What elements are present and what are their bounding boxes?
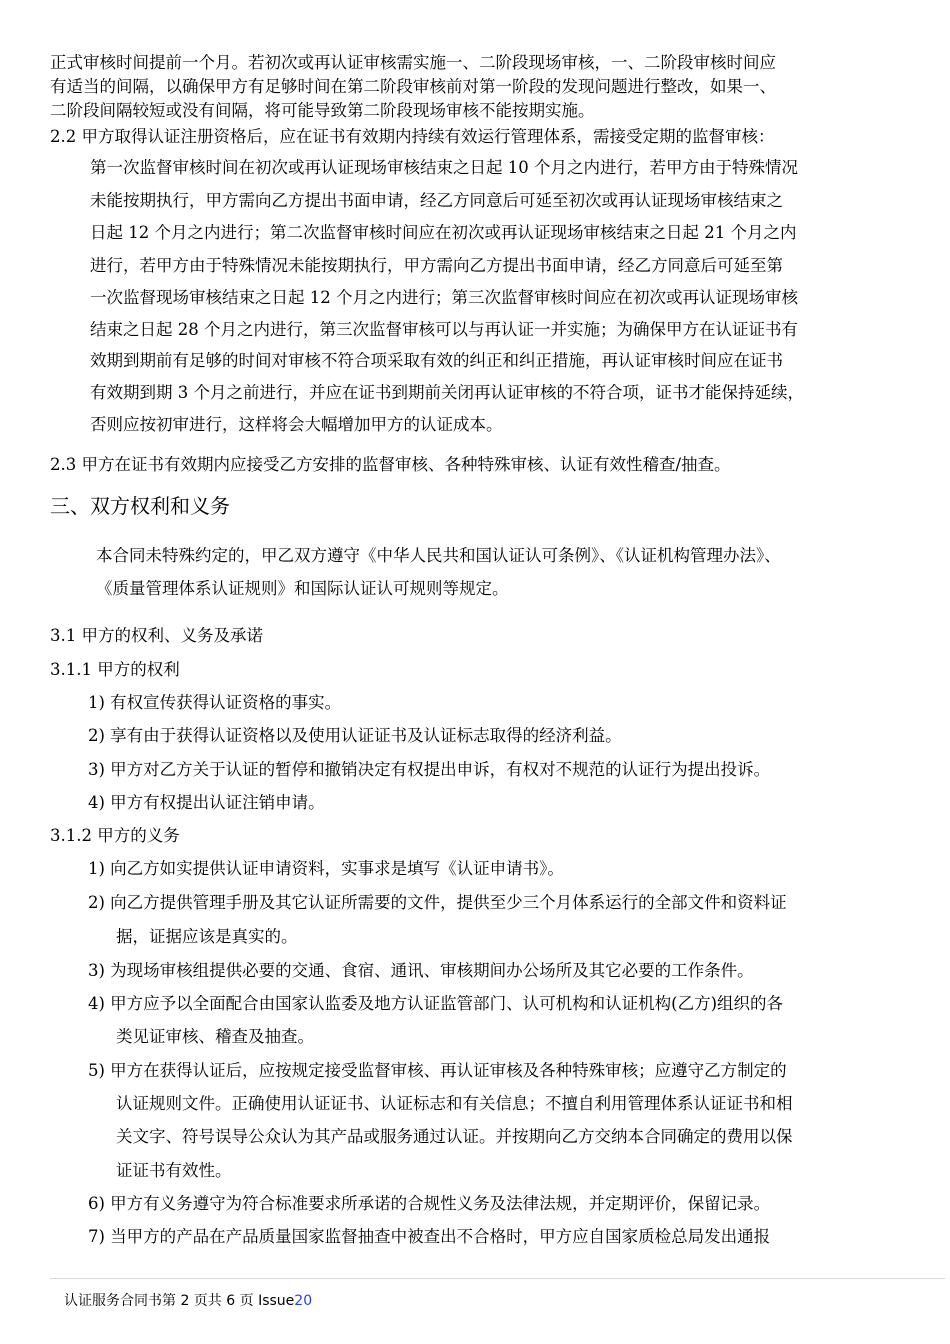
text-line: 效期到期前有足够的时间对审核不符合项采取有效的纠正和纠正措施，再认证审核时间应在证书	[90, 351, 783, 370]
list-item: 6) 甲方有义务遵守为符合标准要求所承诺的合规性义务及法律法规，并定期评价，保留记录。	[88, 1194, 771, 1213]
text-line: 证证书有效性。	[116, 1161, 232, 1180]
text-line: 二阶段间隔较短或没有间隔，将可能导致第二阶段现场审核不能按期实施。	[50, 101, 595, 120]
text-line: 有适当的间隔，以确保甲方有足够时间在第二阶段审核前对第一阶段的发现问题进行整改，如果一、	[50, 77, 776, 96]
list-item: 2) 享有由于获得认证资格以及使用认证证书及认证标志取得的经济利益。	[88, 726, 622, 745]
list-item: 3) 为现场审核组提供必要的交通、食宿、通讯、审核期间办公场所及其它必要的工作条件。	[88, 961, 754, 980]
clause-3-1-heading: 3.1 甲方的权利、义务及承诺	[50, 626, 263, 645]
footer-issue-number: 20	[294, 1293, 313, 1309]
list-item: 3) 甲方对乙方关于认证的暂停和撤销决定有权提出申诉，有权对不规范的认证行为提出投诉。	[88, 760, 771, 779]
list-item: 1) 向乙方如实提供认证申请资料，实事求是填写《认证申请书》。	[88, 859, 564, 878]
list-item: 5) 甲方在获得认证后，应按规定接受监督审核、再认证审核及各种特殊审核；应遵守乙方制定的	[88, 1061, 787, 1080]
footer-doc-title: 认证服务合同书	[64, 1293, 162, 1309]
text-line: 关文字、符号误导公众认为其产品或服务通过认证。并按期向乙方交纳本合同确定的费用以保	[116, 1127, 793, 1146]
text-line: 据，证据应该是真实的。	[116, 927, 298, 946]
list-item: 7) 当甲方的产品在产品质量国家监督抽查中被查出不合格时，甲方应自国家质检总局发出通报	[88, 1227, 771, 1246]
text-line: 有效期到期 3 个月之前进行，并应在证书到期前关闭再认证审核的不符合项，证书才能保持延续，	[90, 383, 804, 402]
text-line: 第一次监督审核时间在初次或再认证现场审核结束之日起 10 个月之内进行，若甲方由于特殊情况	[90, 158, 798, 177]
page-footer	[64, 1290, 312, 1310]
text-line: 否则应按初审进行，这样将会大幅增加甲方的认证成本。	[90, 415, 503, 434]
section-3-title: 三、双方权利和义务	[50, 494, 230, 518]
list-item: 1) 有权宣传获得认证资格的事实。	[88, 693, 342, 712]
clause-3-1-1-heading: 3.1.1 甲方的权利	[50, 660, 180, 679]
text-line: 本合同未特殊约定的，甲乙双方遵守《中华人民共和国认证认可条例》、《认证机构管理办法》、	[96, 546, 781, 565]
text-line: 认证规则文件。正确使用认证证书、认证标志和有关信息；不擅自利用管理体系认证证书和相	[116, 1094, 793, 1113]
text-line: 一次监督现场审核结束之日起 12 个月之内进行；第三次监督审核时间应在初次或再认证现场审核	[90, 288, 798, 307]
text-line: 类见证审核、稽查及抽查。	[116, 1027, 314, 1046]
text-line: 《质量管理体系认证规则》和国际认证认可规则等规定。	[96, 579, 509, 598]
text-line: 进行，若甲方由于特殊情况未能按期执行，甲方需向乙方提出书面申请，经乙方同意后可延至第	[90, 256, 783, 275]
list-item: 4) 甲方应予以全面配合由国家认监委及地方认证监管部门、认可机构和认证机构(乙方)组织的各	[88, 994, 784, 1013]
list-item: 2) 向乙方提供管理手册及其它认证所需要的文件，提供至少三个月体系运行的全部文件和资料证	[88, 893, 787, 912]
clause-2-2-heading: 2.2 甲方取得认证注册资格后，应在证书有效期内持续有效运行管理体系，需接受定期的监督审核：	[50, 127, 775, 146]
clause-3-1-2-heading: 3.1.2 甲方的义务	[50, 826, 180, 845]
text-line: 未能按期执行，甲方需向乙方提出书面申请，经乙方同意后可延至初次或再认证现场审核结束之	[90, 191, 783, 210]
text-line: 结束之日起 28 个月之内进行，第三次监督审核可以与再认证一并实施；为确保甲方在认证证书有	[90, 320, 798, 339]
list-item: 4) 甲方有权提出认证注销申请。	[88, 793, 325, 812]
footer-page-label: 第 2 页共 6 页	[162, 1293, 254, 1309]
text-line: 日起 12 个月之内进行；第二次监督审核时间应在初次或再认证现场审核结束之日起 21 个月之内	[90, 223, 797, 242]
footer-issue-label: Issue	[258, 1293, 295, 1309]
text-line: 正式审核时间提前一个月。若初次或再认证审核需实施一、二阶段现场审核，一、二阶段审核时间应	[50, 53, 776, 72]
footer-divider	[50, 1278, 945, 1279]
clause-2-3: 2.3 甲方在证书有效期内应接受乙方安排的监督审核、各种特殊审核、认证有效性稽查/抽查。	[50, 455, 731, 474]
